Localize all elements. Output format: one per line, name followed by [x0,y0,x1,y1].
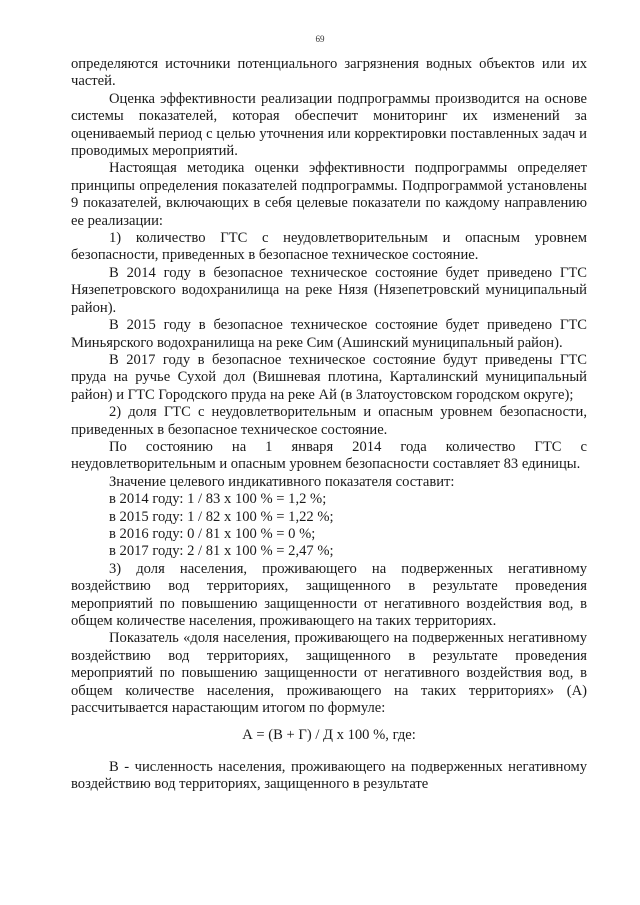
paragraph-indicator-2: 2) доля ГТС с неудовлетворительным и опасным уровнем безопасности, приведенных в безопасное техническое состояние. [71,404,587,438]
formula-intro: Значение целевого индикативного показателя составит: [109,473,455,490]
paragraph-evaluation: Оценка эффективности реализации подпрограммы производится на основе системы показателей, которая обеспечит мониторинг их изменений за оцениваемый период с целью уточнения или корректировки поставленных задач и проводимых мероприятий. [71,90,587,160]
formula-line-2014: в 2014 году: 1 / 83 x 100 % = 1,2 %; [109,491,327,508]
paragraph-indicator-3: 3) доля населения, проживающего на подверженных негативному воздействию вод территориях, защищенного в результате проведения мероприятий по повышению защищенности от негативного воздействия вод, в общем количестве населения, проживающего на таких территориях. [71,560,587,629]
page-number: 69 [315,34,325,44]
definition-v: В - численность населения, проживающего на подверженных негативному воздействию вод территориях, защищенного в результате [71,758,587,793]
formula-line-2017: в 2017 году: 2 / 81 x 100 % = 2,47 %; [109,543,334,560]
document-body [71,56,587,794]
main-formula: А = (В + Г) / Д x 100 %, где: [242,727,416,744]
paragraph-2015: В 2015 году в безопасное техническое состояние будет приведено ГТС Миньярского водохранилища на реке Сим (Ашинский муниципальный район). [71,317,587,351]
paragraph-indicator-3-calc: Показатель «доля населения, проживающего на подверженных негативному воздействию вод территориях, защищенного в результате проведения мероприятий по повышению защищенности от негативного воздействия вод, в общем количестве населения, проживающего на таких территориях» (А) рассчитывается нарастающим итогом по формуле: [71,630,587,717]
paragraph-status-2014: По состоянию на 1 января 2014 года количество ГТС с неудовлетворительным и опасным уровнем безопасности составляет 83 единицы. [71,438,587,473]
paragraph-2014: В 2014 году в безопасное техническое состояние будет приведено ГТС Нязепетровского водохранилища на реке Нязя (Нязепетровский муниципальный район). [71,264,587,316]
paragraph-indicator-1: 1) количество ГТС с неудовлетворительным и опасным уровнем безопасности, приведенных в безопасное техническое состояние. [71,230,587,264]
paragraph-2017: В 2017 году в безопасное техническое состояние будут приведены ГТС пруда на ручье Сухой дол (Вишневая плотина, Карталинский муниципальный район) и ГТС Городского пруда на реке Ай (в Златоустовском городском округе); [71,351,587,403]
paragraph-methodology: Настоящая методика оценки эффективности подпрограммы определяет принципы определения показателей подпрограммы. Подпрограммой установлены 9 показателей, включающих в себя целевые показатели по каждому направлению ее реализации: [71,160,587,229]
formula-line-2016: в 2016 году: 0 / 81 x 100 % = 0 %; [109,525,316,542]
formula-line-2015: в 2015 году: 1 / 82 x 100 % = 1,22 %; [109,508,334,525]
paragraph-continuation: определяются источники потенциального загрязнения водных объектов или их частей. [71,56,587,90]
